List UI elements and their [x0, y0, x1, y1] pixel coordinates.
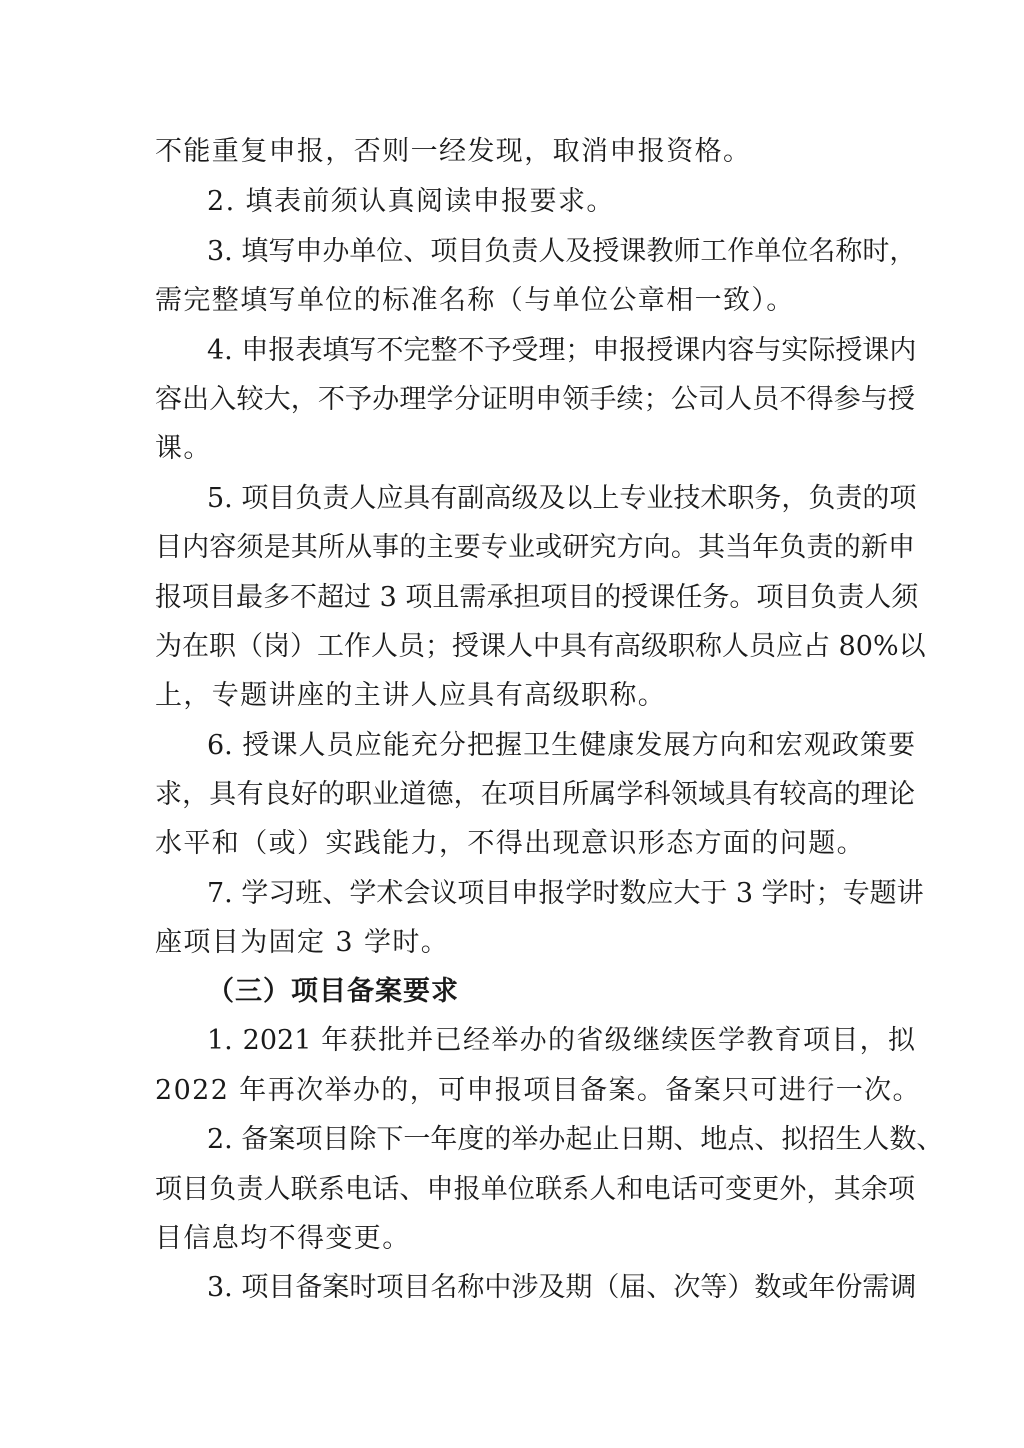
list-item-5: 5. 项目负责人应具有副高级及以上专业技术职务，负责的项	[207, 483, 917, 514]
body-text-line: 课。	[155, 433, 212, 464]
body-text-line: 水平和（或）实践能力，不得出现意识形态方面的问题。	[155, 828, 865, 859]
body-text-line: 容出入较大，不予办理学分证明申领手续；公司人员不得参与授	[155, 384, 915, 415]
list-item-6: 6. 授课人员应能充分把握卫生健康发展方向和宏观政策要	[207, 730, 915, 761]
body-text-line: 上，专题讲座的主讲人应具有高级职称。	[155, 680, 667, 711]
body-text-line: 目信息均不得变更。	[155, 1223, 411, 1254]
list-item-2: 2. 备案项目除下一年度的举办起止日期、地点、拟招生人数、	[207, 1124, 944, 1155]
list-item-1: 1. 2021 年获批并已经举办的省级继续医学教育项目，拟	[207, 1025, 915, 1056]
body-text-line: 项目负责人联系电话、申报单位联系人和电话可变更外，其余项	[155, 1174, 915, 1205]
body-text-line: 需完整填写单位的标准名称（与单位公章相一致）。	[155, 285, 795, 316]
section-heading: （三）项目备案要求	[207, 976, 459, 1007]
list-item-2: 2. 填表前须认真阅读申报要求。	[207, 186, 615, 217]
list-item-3: 3. 填写申办单位、项目负责人及授课教师工作单位名称时，	[207, 236, 917, 267]
body-text-line: 2022 年再次举办的，可申报项目备案。备案只可进行一次。	[155, 1075, 921, 1106]
body-text-line: 不能重复申报，否则一经发现，取消申报资格。	[155, 136, 752, 167]
body-text-line: 为在职（岗）工作人员；授课人中具有高级职称人员应占 80%以	[155, 631, 926, 662]
list-item-3: 3. 项目备案时项目名称中涉及期（届、次等）数或年份需调	[207, 1272, 917, 1303]
body-text-line: 求，具有良好的职业道德，在项目所属学科领域具有较高的理论	[155, 779, 915, 810]
list-item-7: 7. 学习班、学术会议项目申报学时数应大于 3 学时；专题讲	[207, 878, 924, 909]
body-text-line: 座项目为固定 3 学时。	[155, 927, 450, 958]
body-text-line: 报项目最多不超过 3 项且需承担项目的授课任务。项目负责人须	[155, 582, 919, 613]
list-item-4: 4. 申报表填写不完整不予受理；申报授课内容与实际授课内	[207, 335, 917, 366]
body-text-line: 目内容须是其所从事的主要专业或研究方向。其当年负责的新申	[155, 532, 915, 563]
